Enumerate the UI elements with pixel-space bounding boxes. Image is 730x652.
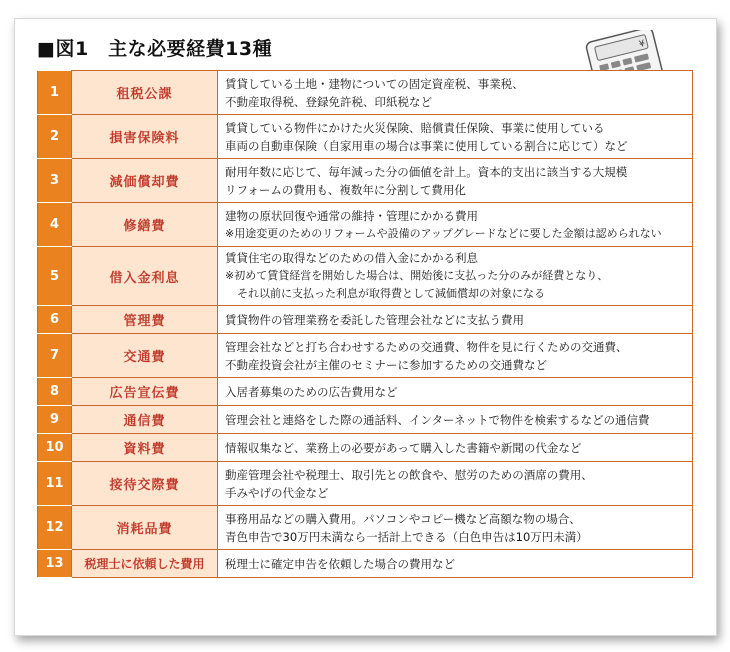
expense-name: 通信費 bbox=[72, 406, 218, 434]
expense-description bbox=[218, 334, 693, 378]
description-line: 不動産取得税、登録免許税、印紙税など bbox=[225, 94, 432, 109]
expense-name: 税理士に依頼した費用 bbox=[72, 550, 218, 578]
description-line: 手みやげの代金など bbox=[225, 485, 329, 500]
row-number: 1 bbox=[38, 71, 72, 115]
expense-description bbox=[218, 506, 693, 550]
description-line: 動産管理会社や税理士、取引先との飲食や、慰労のための酒席の費用、 bbox=[225, 467, 593, 482]
row-number: 6 bbox=[38, 306, 72, 334]
row-number: 10 bbox=[38, 434, 72, 462]
description-line: 不動産投資会社が主催のセミナーに参加するための交通費など bbox=[225, 357, 547, 372]
row-number: 3 bbox=[38, 159, 72, 203]
table-row bbox=[38, 506, 693, 550]
expense-description bbox=[218, 71, 693, 115]
description-line: 管理会社と連絡をした際の通話料、インターネットで物件を検索するなどの通信費 bbox=[225, 412, 650, 427]
description-line: 耐用年数に応じて、毎年減った分の価値を計上。資本的支出に該当する大規模 bbox=[225, 164, 628, 179]
expense-description bbox=[218, 306, 693, 334]
description-line: 建物の原状回復や通常の維持・管理にかかる費用 bbox=[225, 208, 478, 223]
expense-name: 借入金利息 bbox=[72, 247, 218, 306]
table-row bbox=[38, 247, 693, 306]
description-line: 賃貸している物件にかけた火災保険、賠償責任保険、事業に使用している bbox=[225, 120, 605, 135]
row-number: 11 bbox=[38, 462, 72, 506]
table-row bbox=[38, 306, 693, 334]
table-row bbox=[38, 434, 693, 462]
expense-name: 広告宣伝費 bbox=[72, 378, 218, 406]
table-row bbox=[38, 550, 693, 578]
expense-description bbox=[218, 550, 693, 578]
expense-name: 資料費 bbox=[72, 434, 218, 462]
row-number: 8 bbox=[38, 378, 72, 406]
expense-table bbox=[37, 70, 693, 578]
description-line: 賃貸住宅の取得などのための借入金にかかる利息 bbox=[225, 251, 478, 265]
table-row bbox=[38, 334, 693, 378]
description-line: 車両の自動車保険（自家用車の場合は事業に使用している割合に応じて）など bbox=[225, 138, 628, 153]
table-row bbox=[38, 71, 693, 115]
expense-description bbox=[218, 203, 693, 247]
expense-name: 損害保険料 bbox=[72, 115, 218, 159]
expense-name: 接待交際費 bbox=[72, 462, 218, 506]
description-line: ※用途変更のためのリフォームや設備のアップグレードなどに要した金額は認められない bbox=[225, 226, 662, 240]
expense-name: 交通費 bbox=[72, 334, 218, 378]
expense-description bbox=[218, 462, 693, 506]
expense-description bbox=[218, 378, 693, 406]
description-line: 賃貸している土地・建物についての固定資産税、事業税、 bbox=[225, 76, 524, 91]
row-number: 7 bbox=[38, 334, 72, 378]
row-number: 9 bbox=[38, 406, 72, 434]
row-number: 13 bbox=[38, 550, 72, 578]
expense-description bbox=[218, 434, 693, 462]
row-number: 4 bbox=[38, 203, 72, 247]
table-row bbox=[38, 159, 693, 203]
expense-description bbox=[218, 247, 693, 306]
description-line: 青色申告で30万円未満なら一括計上できる（白色申告は10万円未満） bbox=[225, 529, 588, 544]
expense-name: 修繕費 bbox=[72, 203, 218, 247]
description-line: ※初めて賃貸経営を開始した場合は、開始後に支払った分のみが経費となり、 bbox=[225, 269, 609, 282]
table-row bbox=[38, 378, 693, 406]
expense-name: 租税公課 bbox=[72, 71, 218, 115]
expense-name: 減価償却費 bbox=[72, 159, 218, 203]
row-number: 2 bbox=[38, 115, 72, 159]
expense-description bbox=[218, 406, 693, 434]
description-line: 税理士に確定申告を依頼した場合の費用など bbox=[225, 556, 455, 571]
row-number: 12 bbox=[38, 506, 72, 550]
table-row bbox=[38, 203, 693, 247]
table-row bbox=[38, 462, 693, 506]
description-line: それ以前に支払った利息が取得費として減価償却の対象になる bbox=[237, 287, 545, 300]
description-line: 入居者募集のための広告費用など bbox=[225, 384, 398, 399]
table-row bbox=[38, 406, 693, 434]
svg-text:¥: ¥ bbox=[638, 38, 647, 51]
figure-title: ■図1 主な必要経費13種 bbox=[37, 38, 273, 60]
description-line: 賃貸物件の管理業務を委託した管理会社などに支払う費用 bbox=[225, 312, 524, 327]
description-line: 管理会社などと打ち合わせするための交通費、物件を見に行くための交通費、 bbox=[225, 339, 628, 354]
description-line: 事務用品などの購入費用。パソコンやコピー機など高額な物の場合、 bbox=[225, 511, 581, 526]
description-line: 情報収集など、業務上の必要があって購入した書籍や新聞の代金など bbox=[225, 440, 582, 455]
description-line: リフォームの費用も、複数年に分割して費用化 bbox=[225, 182, 466, 197]
row-number: 5 bbox=[38, 247, 72, 306]
expense-description bbox=[218, 115, 693, 159]
expense-description bbox=[218, 159, 693, 203]
expense-name: 消耗品費 bbox=[72, 506, 218, 550]
expense-name: 管理費 bbox=[72, 306, 218, 334]
table-row bbox=[38, 115, 693, 159]
